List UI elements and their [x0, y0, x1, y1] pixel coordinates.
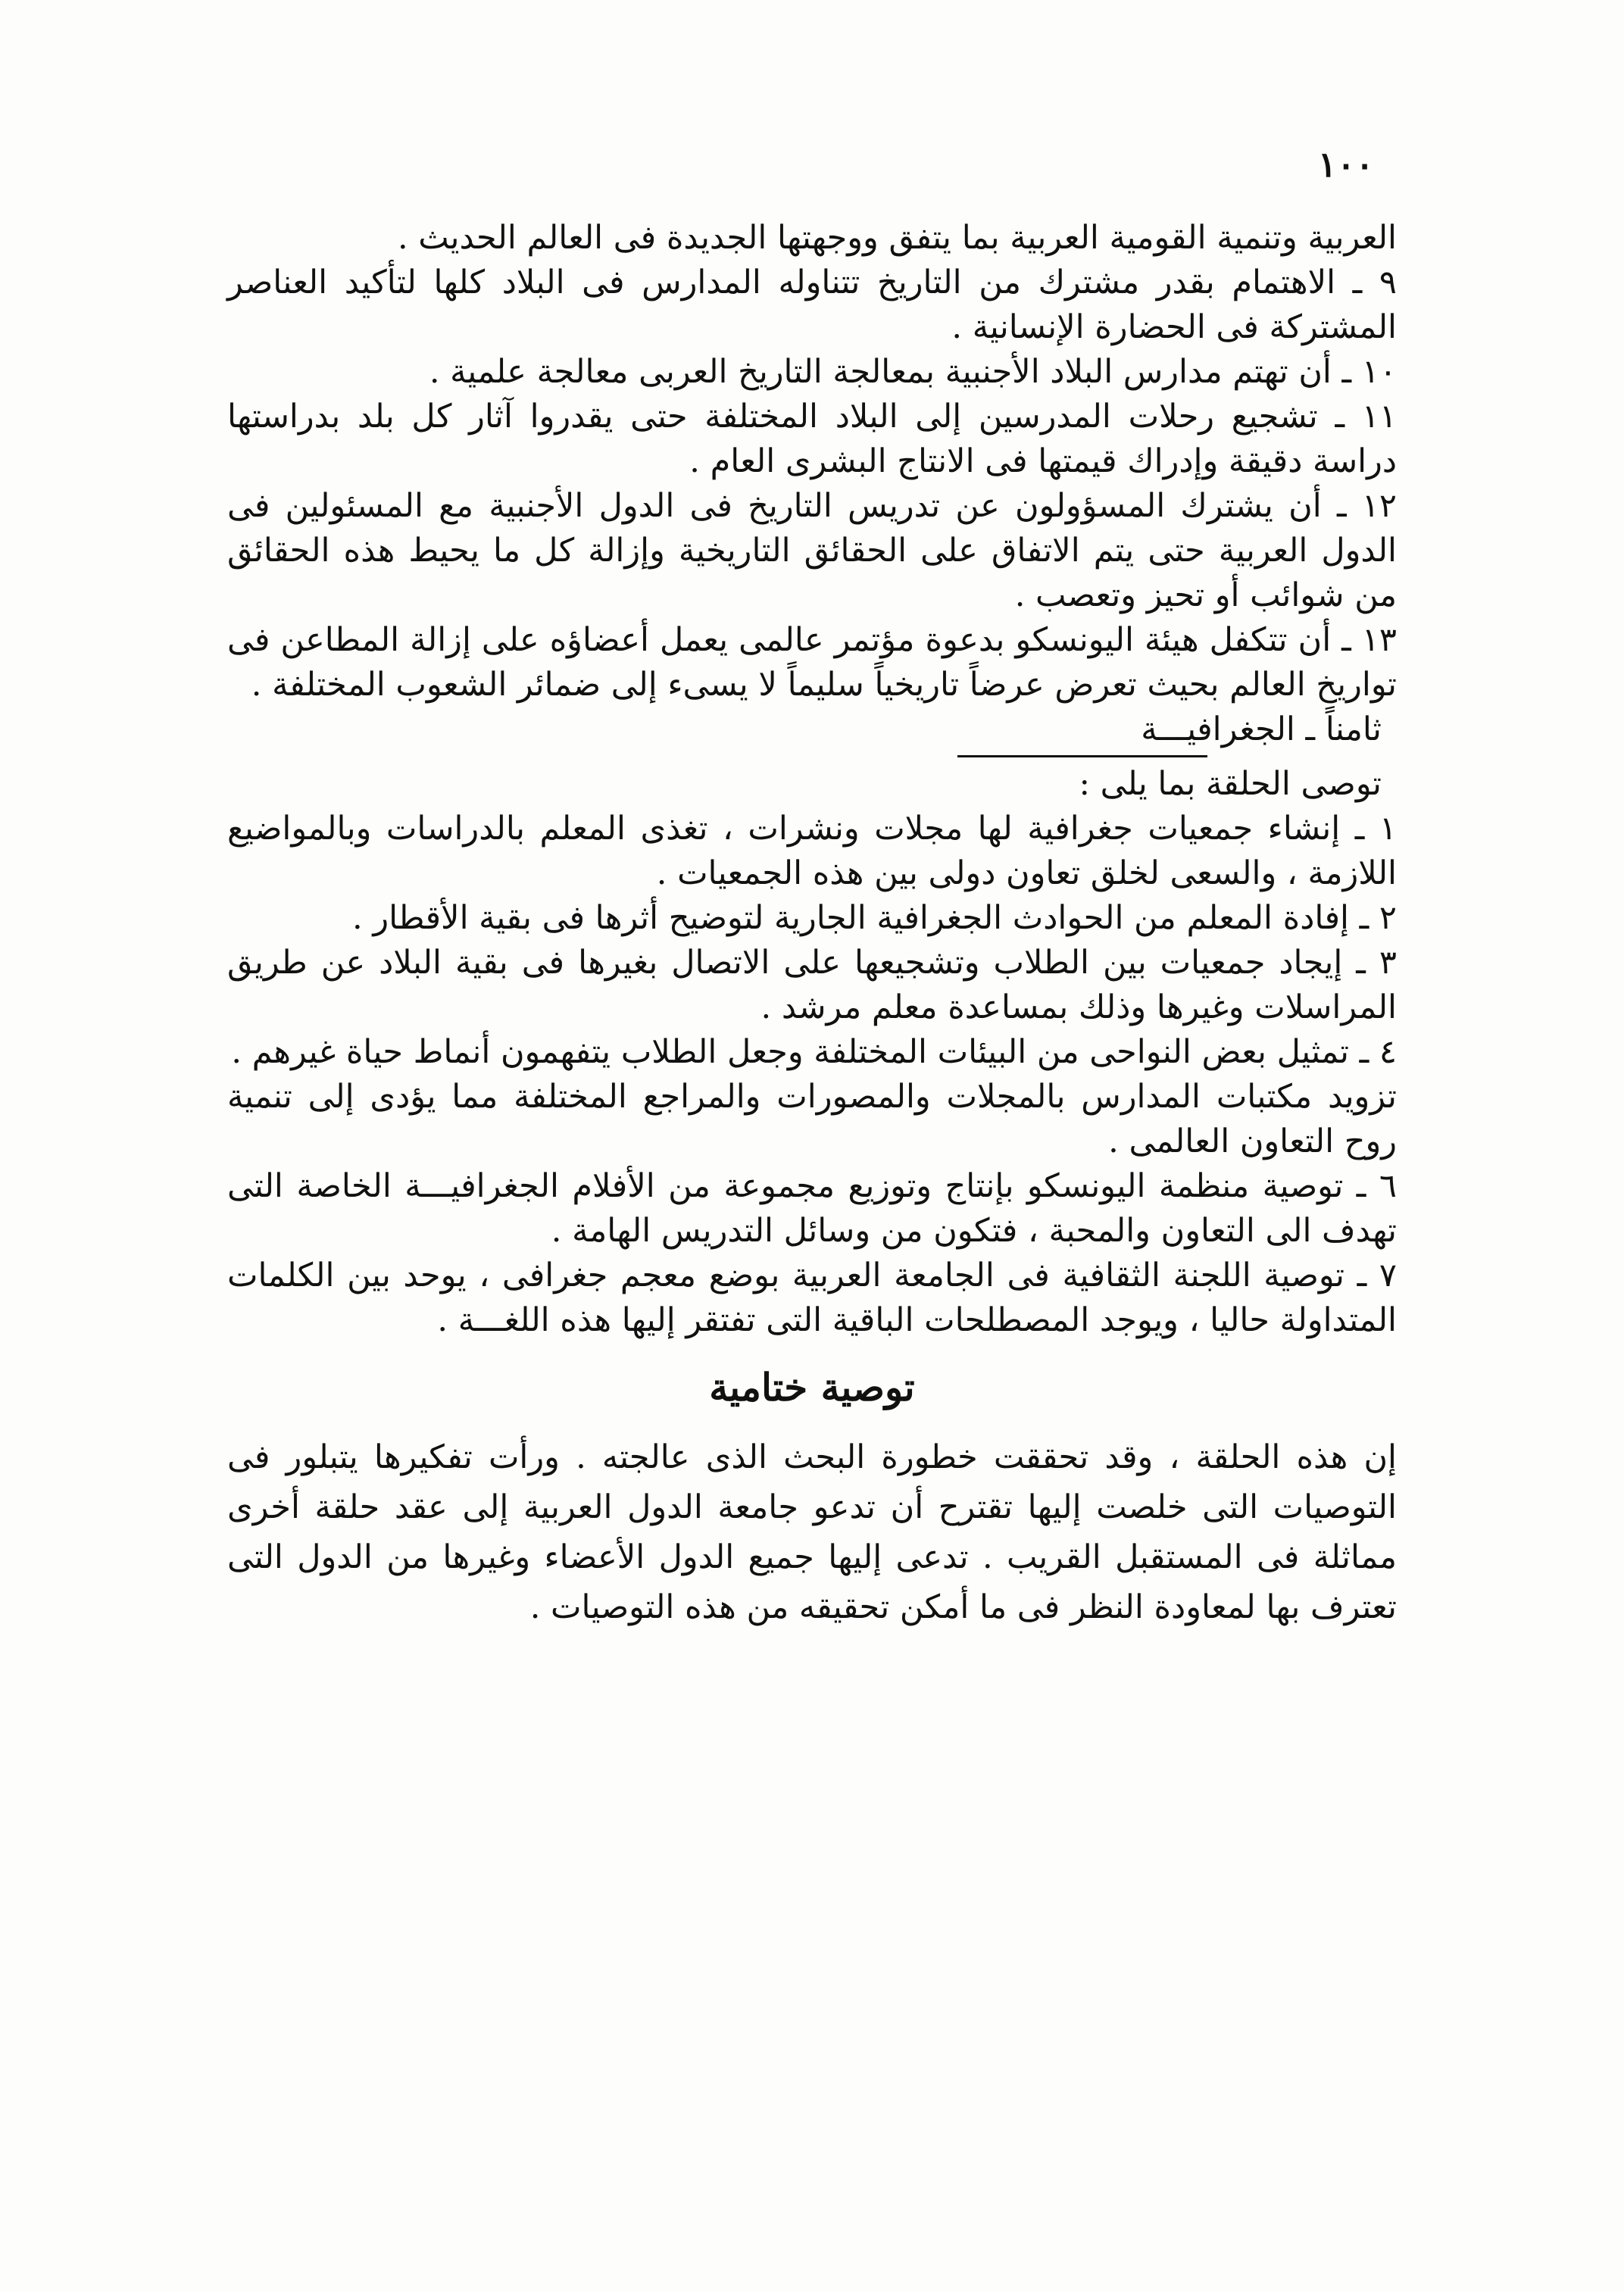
- list-item: ٢ ـ إفادة المعلم من الحوادث الجغرافية الجارية لتوضيح أثرها فى بقية الأقطار .: [352, 899, 1397, 937]
- list-item: ٩ ـ الاهتمام بقدر مشترك من التاريخ تتناوله المدارس فى البلاد كلها لتأكيد العناصر المشتركة فى الحضارة الإنسانية .: [227, 264, 1397, 346]
- section-intro: توصى الحلقة بما يلى :: [1079, 765, 1382, 803]
- list-item: ٣ ـ إيجاد جمعيات بين الطلاب وتشجيعها على الاتصال بغيرها فى بقية البلاد عن طريق المراسلات وغيرها وذلك بمساعدة معلم مرشد .: [227, 944, 1397, 1026]
- continuation-paragraph: العربية وتنمية القومية العربية بما يتفق ووجهتها الجديدة فى العالم الحديث .: [397, 219, 1397, 257]
- list-item: تزويد مكتبات المدارس بالمجلات والمصورات والمراجع المختلفة مما يؤدى إلى تنمية روح التعاون العالمى .: [227, 1078, 1397, 1160]
- list-item: ٦ ـ توصية منظمة اليونسكو بإنتاج وتوزيع مجموعة من الأفلام الجغرافيـــة الخاصة التى تهدف الى التعاون والمحبة ، فتكون من وسائل التدريس الهامة .: [227, 1167, 1397, 1250]
- list-item: ١٠ ـ أن تهتم مدارس البلاد الأجنبية بمعالجة التاريخ العربى معالجة علمية .: [429, 353, 1397, 391]
- page-number: ١٠٠: [1317, 144, 1374, 185]
- list-item: ١ ـ إنشاء جمعيات جغرافية لها مجلات ونشرات ، تغذى المعلم بالدراسات وبالمواضيع اللازمة ، والسعى لخلق تعاون دولى بين هذه الجمعيات .: [227, 810, 1397, 892]
- list-item: ١١ ـ تشجيع رحلات المدرسين إلى البلاد المختلفة حتى يقدروا آثار كل بلد بدراستها دراسة دقيقة وإدراك قيمتها فى الانتاج البشرى العام .: [227, 398, 1397, 480]
- list-item: ٤ ـ تمثيل بعض النواحى من البيئات المختلفة وجعل الطلاب يتفهمون أنماط حياة غيرهم .: [231, 1033, 1397, 1071]
- document-body: [227, 216, 1397, 1632]
- section-heading-text: ثامناً ـ الجغرافيـــة: [1141, 710, 1382, 748]
- closing-paragraph: إن هذه الحلقة ، وقد تحققت خطورة البحث الذى عالجته . ورأت تفكيرها يتبلور فى التوصيات التى خلصت إليها تقترح أن تدعو جامعة الدول العربية إلى عقد حلقة أخرى مماثلة فى المستقبل القريب . تدعى إليها جميع الدول الأعضاء وغيرها من الدول التى تعترف بها لمعاودة النظر فى ما أمكن تحقيقه من هذه التوصيات .: [227, 1438, 1397, 1626]
- list-item: ١٢ ـ أن يشترك المسؤولون عن تدريس التاريخ فى الدول الأجنبية مع المسئولين فى الدول العربية حتى يتم الاتفاق على الحقائق التاريخية وإزالة كل ما يحيط هذه الحقائق من شوائب أو تحيز وتعصب .: [227, 487, 1397, 614]
- list-item: ١٣ ـ أن تتكفل هيئة اليونسكو بدعوة مؤتمر عالمى يعمل أعضاؤه على إزالة المطاعن فى تواريخ العالم بحيث تعرض عرضاً تاريخياً سليماً لا يسىء إلى ضمائر الشعوب المختلفة .: [227, 621, 1397, 704]
- closing-title: توصية ختامية: [709, 1365, 915, 1410]
- section-heading: [227, 707, 1397, 752]
- list-item: ٧ ـ توصية اللجنة الثقافية فى الجامعة العربية بوضع معجم جغرافى ، يوحد بين الكلمات المتداولة حاليا ، ويوجد المصطلحات الباقية التى تفتقر إليها هذه اللغـــة .: [227, 1257, 1397, 1339]
- section-underline: [957, 755, 1207, 757]
